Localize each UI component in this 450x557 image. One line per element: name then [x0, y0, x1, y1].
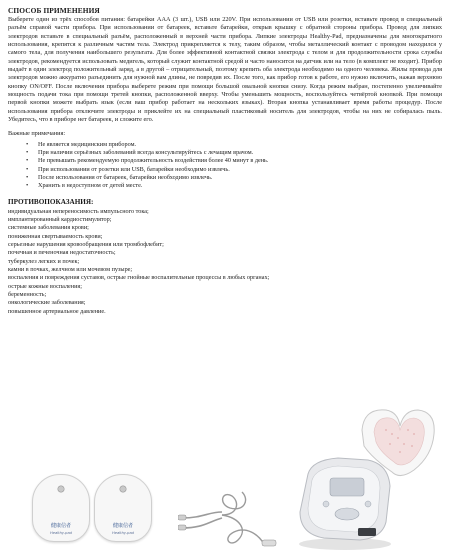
- pad-brand: Healthy-pad: [112, 531, 134, 535]
- note-item: • Не превышать рекомендуемую продолжительность воздействия более 40 минут в день.: [38, 157, 442, 165]
- notes-list: [8, 141, 442, 191]
- contraindications-heading: ПРОТИВОПОКАЗАНИЯ:: [8, 197, 94, 206]
- pad-label: 健康信者: [112, 523, 133, 529]
- section-title-usage: СПОСОБ ПРИМЕНЕНИЯ: [8, 6, 100, 15]
- note-item: • При наличии серьёзных заболеваний всегда консультируйтесь с лечащим врачом.: [38, 149, 442, 157]
- electrode-cable-icon: [178, 482, 288, 552]
- pad-brand: Healthy-pad: [50, 531, 72, 535]
- contra-item: воспаления и повреждения суставов, острые гнойные воспалительные процессы в любых органах;: [8, 274, 270, 282]
- contra-item: имплантированный кардиостимулятор;: [8, 215, 112, 223]
- contra-item: почечная и печеночная недостаточность;: [8, 249, 116, 257]
- contra-item: туберкулез легких и почек;: [8, 257, 80, 265]
- contra-item: повышенное артериальное давление.: [8, 307, 106, 315]
- electrode-pad-right: [94, 474, 152, 542]
- contra-item: системные заболевания крови;: [8, 224, 89, 232]
- product-illustrations: [0, 400, 450, 557]
- contra-item: пониженная свертываемость крови;: [8, 232, 103, 240]
- butterfly-pad-icon: [352, 400, 442, 488]
- electrode-pad-left: [32, 474, 90, 542]
- contra-item: острые кожные воспаления;: [8, 282, 82, 290]
- note-item: • Не является медицинским прибором.: [38, 141, 442, 149]
- pad-label: 健康信者: [50, 523, 71, 529]
- usage-instructions: Выберете один из трёх способов питания: батарейки ААА (3 шт.), USB или 220V. При использовании от USB или розетки, вставьте провод в специальный разъём справой части прибора. При использовании от батареек, вставьте батарейки, открыв крышку с обратной стороны прибора. Провод для липких электродов вставьте в специальный разъём, расположенный в верхней части прибора. Липкие электроды Healthy-Pad, предназначены для многократного использования, крепятся к различным частям тела. Электрод прикрепляется к телу, таким образом, чтобы металлический контакт с проводом находился у самого тела, для получения наибольшего результата. Для более эффективной контактной связки электрода с телом и для продолжительности срока службы электродов, рекомендуется использовать медигель, который служит контактной средой и часто наносится на датчик или на тело (в комплект не входит). Прибор выдаёт в один электрод положительный заряд, а в другой – отрицательный, поэтому крепить оба электрода необходимо на одного человека. Жилы провода для электродов можно аккуратно разъединить для нужной вам длины, не повредив их. После того, как прибор готов к работе, его нужно включить, нажав верхнюю кнопку ON/OFF. После включения прибора выберете режим при помощи большой овальной кнопки снизу. Когда режим выбран, постепенно увеличивайте мощность подачи тока при помощи третей кнопки, расположенной вверху. Чтобы уменьшить мощность, воспользуйтесь четвёртой кнопкой. При помощи первой кнопки можете выбрать язык (если ваш прибор работает на нескольких языках). Вторая кнопка устанавливает время работы процедур. После использования прибора отключите электроды и приклейте их на специальный пластиковый носитель для электродов, чтобы на них не собиралась пыль. Убедитесь, что в приборе нет батареек, и сложите его.: [8, 16, 442, 124]
- note-item: • После использования от батареек, батарейки необходимо извлечь.: [38, 174, 442, 182]
- notes-heading: Важные примечания:: [8, 130, 66, 138]
- instruction-sheet: [8, 6, 442, 316]
- contra-item: серьезные нарушения кровообращения или тромбофлебит;: [8, 240, 164, 248]
- contraindications-list: [8, 208, 442, 316]
- contra-item: индивидуальная непереносимость импульсного тока;: [8, 207, 149, 215]
- contra-item: камни в почках, желчном или мочевом пузыре;: [8, 265, 133, 273]
- contra-item: беременность;: [8, 290, 47, 298]
- note-item: • Хранить в недоступном от детей месте.: [38, 182, 442, 190]
- note-item: • При использовании от розетки или USB, батарейки необходимо извлечь.: [38, 166, 442, 174]
- contra-item: онкологические заболевания;: [8, 299, 86, 307]
